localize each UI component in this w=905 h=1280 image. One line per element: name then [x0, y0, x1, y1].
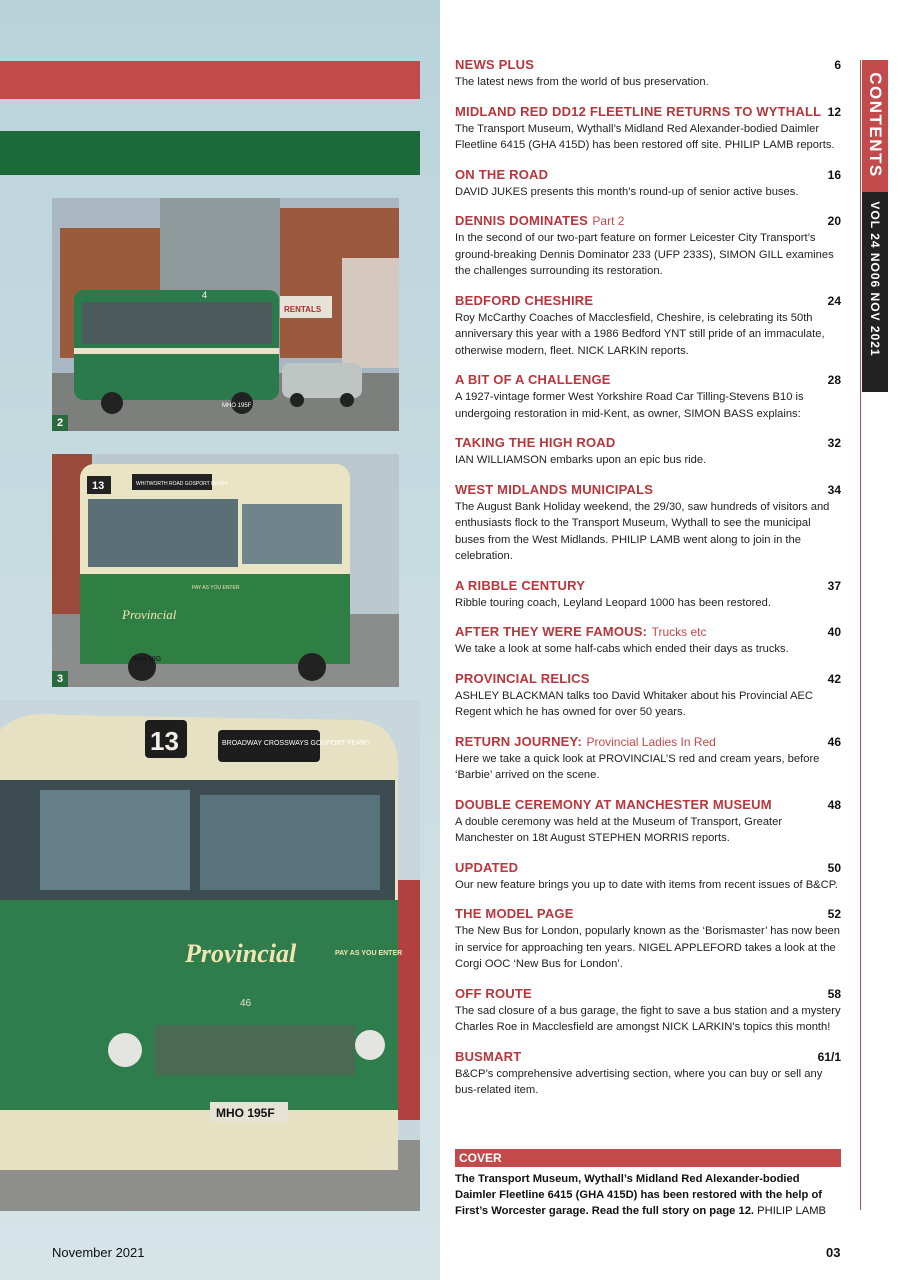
contents-side-tab — [862, 60, 888, 392]
photo-3-fleetname: Provincial — [122, 607, 177, 622]
entry-page: 6 — [834, 58, 841, 72]
entry-description: In the second of our two-part feature on former Leicester City Transport’s ground-breaking Dennis Dominator 233 (UFP 233S), SIMON GILL examines the challenges surrounding its restoration. — [455, 232, 834, 277]
cover-label: COVER — [455, 1149, 841, 1167]
photo-3-destination: WHITWORTH ROAD GOSPORT FERRY — [136, 481, 228, 487]
footer-page-number: 03 — [826, 1245, 841, 1260]
entry-description: B&CP’s comprehensive advertising section, where you can buy or sell any bus-related item. — [455, 1067, 823, 1096]
contents-list — [455, 56, 841, 1111]
green-banner-bar — [0, 131, 420, 175]
entry-title: A RIBBLE CENTURY — [455, 577, 586, 593]
contents-entry[interactable] — [455, 796, 841, 847]
entry-description: We take a look at some half-cabs which ended their days as trucks. — [455, 643, 789, 655]
entry-page: 52 — [827, 907, 841, 921]
entry-subtitle: Provincial Ladies In Red — [586, 734, 716, 749]
contents-entry[interactable] — [455, 103, 841, 154]
entry-subtitle: Trucks etc — [651, 625, 707, 639]
footer-date: November 2021 — [52, 1245, 145, 1260]
cover-photo-destination: BROADWAY CROSSWAYS GOSPORT FERRY — [222, 740, 371, 747]
photo-3-number: 3 — [52, 671, 68, 687]
entry-page: 50 — [827, 860, 841, 875]
entry-description: Our new feature brings you up to date with items from recent issues of B&CP. — [455, 878, 838, 891]
entry-title: PROVINCIAL RELICS — [455, 670, 590, 686]
entry-title: UPDATED — [455, 859, 519, 875]
cover-photo-fleet-number: 46 — [240, 998, 252, 1009]
entry-title: DENNIS DOMINATES — [455, 213, 588, 228]
cover-photo-plate: MHO 195F — [216, 1106, 275, 1120]
contents-entry[interactable] — [455, 623, 841, 658]
entry-description: Here we take a quick look at PROVINCIAL’S red and cream years, before ‘Barbie’ arrived on the scene. — [455, 752, 820, 781]
contents-entry[interactable] — [455, 56, 841, 91]
entry-description: The latest news from the world of bus preservation. — [455, 76, 709, 88]
contents-entry[interactable] — [455, 212, 841, 280]
contents-entry[interactable] — [455, 481, 841, 565]
entry-page: 37 — [827, 578, 841, 593]
cover-caption — [455, 1149, 841, 1219]
contents-entry[interactable] — [455, 166, 841, 201]
entry-description: DAVID JUKES presents this month’s round-up of senior active buses. — [455, 185, 799, 198]
entry-description: The sad closure of a bus garage, the fight to save a bus station and a mystery Charles Roe in Macclesfield are amongst NICK LARKIN’s topics this month! — [455, 1004, 841, 1033]
entry-title: DOUBLE CEREMONY AT MANCHESTER MUSEUM — [455, 796, 772, 812]
entry-description: A 1927-vintage former West Yorkshire Road Car Tilling-Stevens B10 is undergoing restoration in mid-Kent, as owner, SIMON BASS explains: — [455, 391, 804, 420]
entry-title: WEST MIDLANDS MUNICIPALS — [455, 481, 654, 497]
photo-3-route: 13 — [92, 480, 105, 492]
entry-description: IAN WILLIAMSON embarks upon an epic bus ride. — [455, 454, 707, 466]
photo-3 — [52, 454, 399, 687]
photo-2-destination: 4 — [202, 290, 208, 300]
photo-3-pay-sign: PAY AS YOU ENTER — [192, 585, 240, 591]
entry-page: 20 — [827, 214, 841, 228]
entry-page: 58 — [827, 986, 841, 1001]
photo-2 — [52, 198, 399, 431]
contents-entry[interactable] — [455, 371, 841, 422]
entry-title: TAKING THE HIGH ROAD — [455, 435, 616, 450]
entry-title: ON THE ROAD — [455, 166, 549, 182]
entry-subtitle: Part 2 — [592, 214, 625, 228]
entry-page: 48 — [827, 797, 841, 812]
entry-page: 12 — [827, 104, 841, 119]
contents-entry[interactable] — [455, 1048, 841, 1099]
entry-page: 34 — [827, 482, 841, 497]
entry-description: The August Bank Holiday weekend, the 29/30, saw hundreds of visitors and enthusiasts flock to the Transport Museum, Wythall to see the municipal buses from the West Midlands. PHILIP LAMB went along to join in the celebration. — [455, 500, 830, 562]
red-banner-bar — [0, 61, 420, 99]
cover-photo-credit: PHILIP LAMB — [757, 1205, 826, 1217]
entry-page: 42 — [827, 671, 841, 686]
contents-entry[interactable] — [455, 670, 841, 721]
entry-page: 24 — [827, 293, 841, 308]
side-tab-issue-label: VOL 24 NO06 NOV 2021 — [868, 201, 882, 357]
cover-photo — [0, 700, 420, 1211]
contents-entry[interactable] — [455, 733, 841, 784]
entry-page: 32 — [827, 436, 841, 450]
entry-title: MIDLAND RED DD12 FLEETLINE RETURNS TO WYTHALL — [455, 103, 822, 119]
entry-page: 16 — [827, 167, 841, 182]
entry-description: Ribble touring coach, Leyland Leopard 1000 has been restored. — [455, 596, 771, 609]
entry-title: A BIT OF A CHALLENGE — [455, 372, 611, 387]
contents-entry[interactable] — [455, 985, 841, 1036]
entry-page: 40 — [827, 625, 841, 639]
entry-title: THE MODEL PAGE — [455, 906, 574, 921]
photo-2-shop-sign: RENTALS — [284, 305, 322, 314]
entry-title: AFTER THEY WERE FAMOUS: — [455, 624, 648, 639]
photo-2-plate: MHO 195F — [222, 403, 252, 409]
entry-description: ASHLEY BLACKMAN talks too David Whitaker about his Provincial AEC Regent which he has owned for over 50 years. — [455, 689, 813, 718]
entry-title: BEDFORD CHESHIRE — [455, 292, 594, 308]
entry-description: The New Bus for London, popularly known as the ‘Borismaster’ has now been in service for approaching ten years. NIGEL APPLEFORD takes a look at the Corgi OOC ‘New Bus for London’. — [455, 925, 840, 970]
cover-photo-fleetname: Provincial — [185, 939, 297, 968]
entry-title: RETURN JOURNEY: — [455, 733, 582, 749]
entry-title: BUSMART — [455, 1048, 522, 1064]
entry-description: A double ceremony was held at the Museum of Transport, Greater Manchester on 18t August STEPHEN MORRIS reports. — [455, 815, 783, 844]
contents-entry[interactable] — [455, 905, 841, 973]
column-divider — [860, 60, 861, 1210]
photo-3-plate: RAA 19G — [132, 656, 162, 663]
side-tab-contents-label: CONTENTS — [866, 72, 885, 178]
entry-description: Roy McCarthy Coaches of Macclesfield, Cheshire, is celebrating its 50th anniversary this year with a 1986 Bedford YNT still pride of an immaculate, otherwise modern, fleet. NICK LARKIN reports. — [455, 311, 825, 357]
contents-entry[interactable] — [455, 434, 841, 469]
entry-title: OFF ROUTE — [455, 985, 532, 1001]
entry-page: 28 — [827, 373, 841, 387]
entry-description: The Transport Museum, Wythall’s Midland Red Alexander-bodied Daimler Fleetline 6415 (GHA 415D) has been restored off site. PHILIP LAMB reports. — [455, 122, 835, 151]
contents-entry[interactable] — [455, 577, 841, 612]
photo-2-number: 2 — [52, 415, 68, 431]
entry-page: 46 — [827, 734, 841, 749]
entry-title: NEWS PLUS — [455, 57, 535, 72]
contents-entry[interactable] — [455, 859, 841, 894]
cover-photo-route: 13 — [150, 726, 179, 756]
cover-caption-text: The Transport Museum, Wythall’s Midland Red Alexander-bodied Daimler Fleetline 6415 (GHA 415D) has been restored with the help of First’s Worcester garage. Read the full story on page 12. — [455, 1173, 823, 1217]
entry-page: 61/1 — [817, 1049, 841, 1064]
contents-entry[interactable] — [455, 292, 841, 360]
cover-photo-pay-sign: PAY AS YOU ENTER — [335, 950, 403, 957]
